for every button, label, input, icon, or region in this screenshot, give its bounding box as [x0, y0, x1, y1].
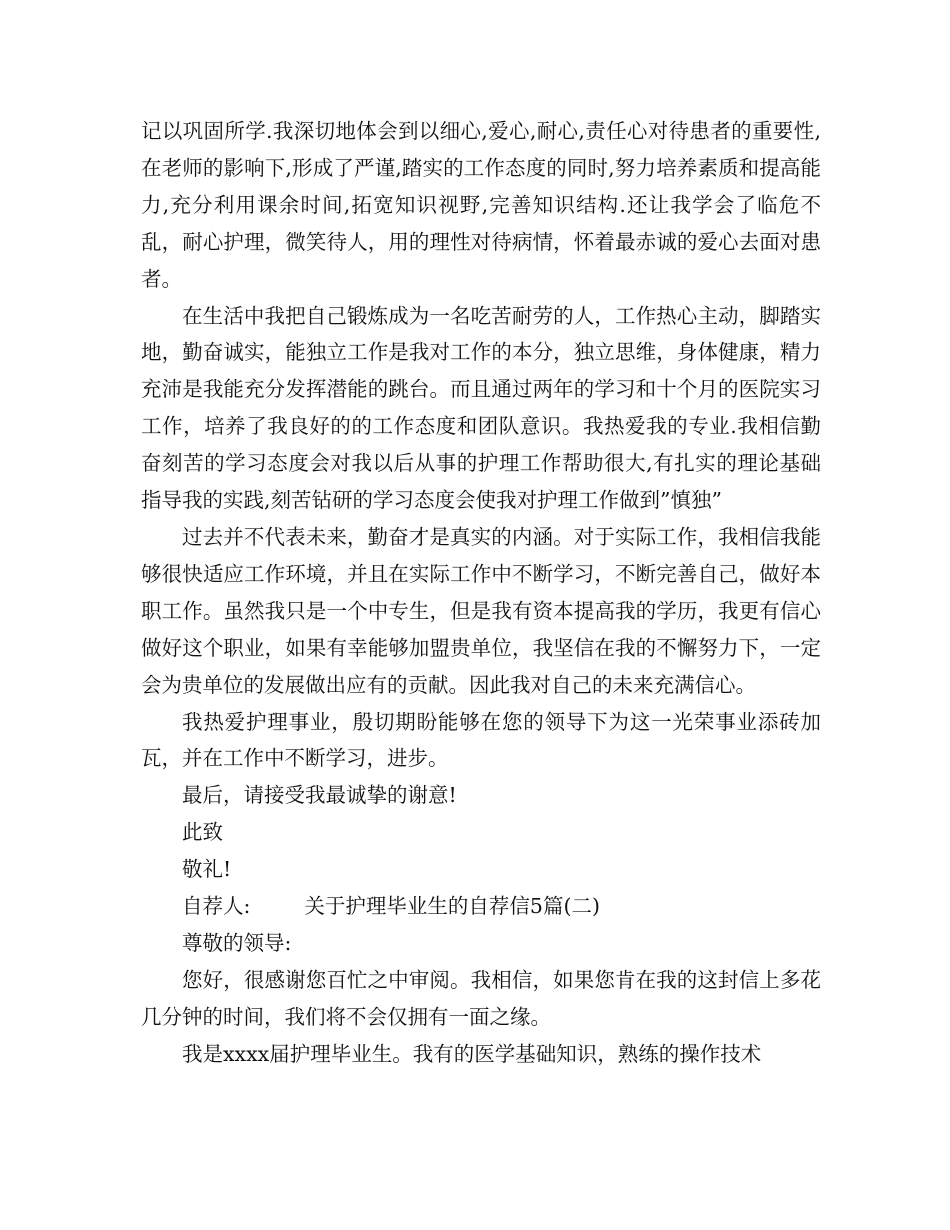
- closing-line-2: 敬礼!: [182, 857, 232, 882]
- paragraph-6: 我是xxxx届护理毕业生。我有的医学基础知识，熟练的操作技术: [182, 1041, 762, 1066]
- thanks-line: 最后，请接受我最诚挚的谢意!: [182, 783, 457, 808]
- signer-line: [141, 888, 821, 925]
- signer-label: 自荐人:: [182, 894, 251, 919]
- paragraph-2: 在生活中我把自己锻炼成为一名吃苦耐劳的人，工作热心主动，脚踏实地，勤奋诚实，能独立工作是我对工作的本分，独立思维，身体健康，精力充沛是我能充分发挥潜能的跳台。而且通过两年的学习和十个月的医院实习工作，培养了我良好的的工作态度和团队意识。我热爱我的专业.我相信勤奋刻苦的学习态度会对我以后从事的护理工作帮助很大,有扎实的理论基础指导我的实践,刻苦钻研的学习态度会使我对护理工作做到”慎独”: [141, 303, 821, 513]
- next-letter-title: 关于护理毕业生的自荐信5篇(二): [304, 894, 600, 919]
- document-page: [141, 113, 821, 1073]
- salutation: 尊敬的领导:: [182, 930, 292, 955]
- paragraph-4: 我热爱护理事业，殷切期盼能够在您的领导下为这一光荣事业添砖加瓦，并在工作中不断学习，进步。: [141, 709, 821, 771]
- paragraph-5: 您好，很感谢您百忙之中审阅。我相信，如果您肯在我的这封信上多花几分钟的时间，我们将不会仅拥有一面之缘。: [141, 967, 821, 1029]
- paragraph-3: 过去并不代表未来，勤奋才是真实的内涵。对于实际工作，我相信我能够很快适应工作环境，并且在实际工作中不断学习，不断完善自己，做好本职工作。虽然我只是一个中专生，但是我有资本提高我的学历，我更有信心做好这个职业，如果有幸能够加盟贵单位，我坚信在我的不懈努力下，一定会为贵单位的发展做出应有的贡献。因此我对自己的未来充满信心。: [141, 524, 821, 697]
- paragraph-1: 记以巩固所学.我深切地体会到以细心,爱心,耐心,责任心对待患者的重要性,在老师的影响下,形成了严谨,踏实的工作态度的同时,努力培养素质和提高能力,充分利用课余时间,拓宽知识视野,完善知识结构.还让我学会了临危不乱，耐心护理，微笑待人，用的理性对待病情，怀着最赤诚的爱心去面对患者。: [141, 119, 821, 291]
- closing-line-1: 此致: [182, 820, 223, 845]
